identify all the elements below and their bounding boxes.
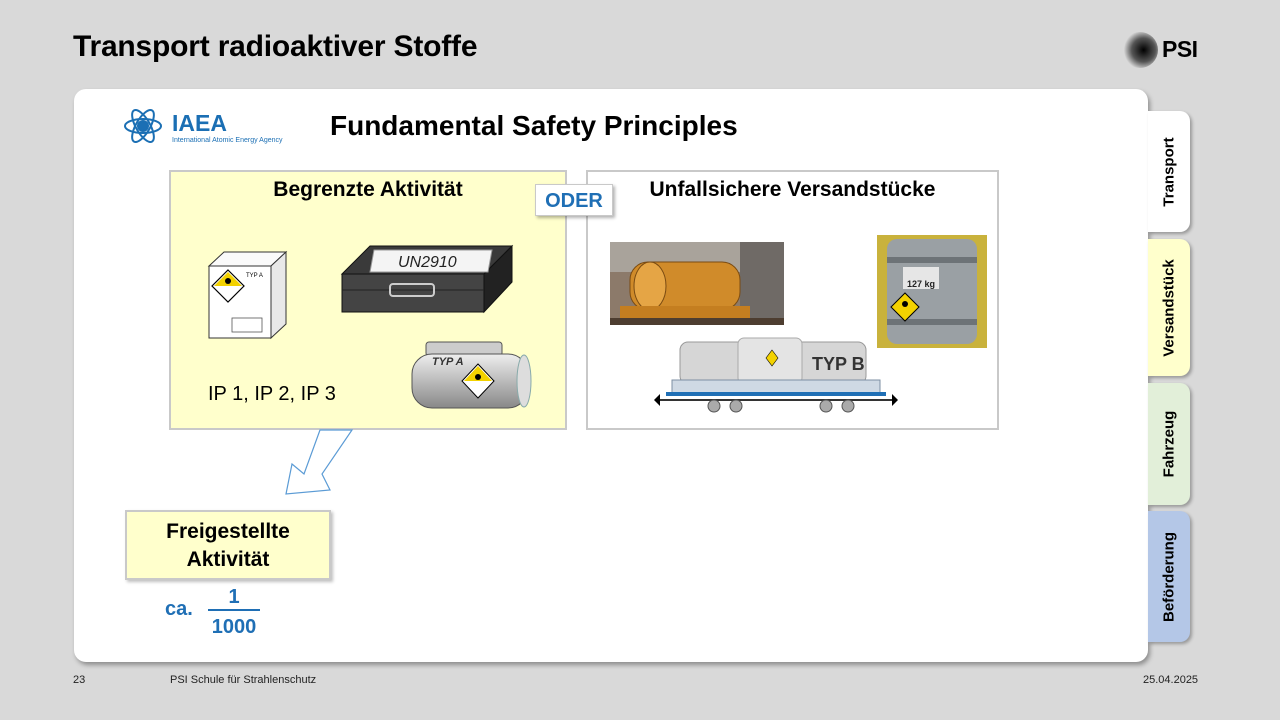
fraction-bar <box>208 609 260 611</box>
psi-logo <box>1112 30 1212 70</box>
slide-title: Transport radioaktiver Stoffe <box>73 30 478 63</box>
un2910-case-illustration <box>340 242 514 316</box>
tab-transport-label: Transport <box>1160 136 1178 207</box>
tab-versandstueck[interactable] <box>1148 239 1190 376</box>
footer-date: 25.04.2025 <box>1143 674 1199 686</box>
oder-label: ODER <box>535 184 613 216</box>
barrel-weight-label: 127 kg <box>907 279 936 289</box>
iaea-abbr: IAEA <box>172 110 227 136</box>
limited-activity-title: Begrenzte Aktivität <box>273 178 463 201</box>
typ-a-box-label: TYP A <box>246 273 263 279</box>
tab-fahrzeug[interactable] <box>1148 383 1190 505</box>
tab-transport[interactable] <box>1148 111 1190 232</box>
cask-photo <box>610 242 784 325</box>
typ-a-box-illustration <box>206 250 288 340</box>
fraction-numerator: 1 <box>228 586 240 608</box>
typ-b-label: TYP B <box>812 354 865 374</box>
typ-a-drum-label: TYP A <box>432 356 464 368</box>
arrow-down-left-icon <box>282 428 358 498</box>
psi-logo-text: PSI <box>1162 36 1198 62</box>
exempt-activity-line1: Freigestellte <box>166 520 290 543</box>
fraction <box>208 585 260 639</box>
page-number: 23 <box>73 674 86 686</box>
tab-versandstueck-label: Versandstück <box>1160 258 1178 357</box>
typ-a-drum-illustration <box>406 338 536 412</box>
footer-school: PSI Schule für Strahlenschutz <box>170 674 317 686</box>
psi-swirl-icon <box>1112 30 1160 70</box>
iaea-full-name: International Atomic Energy Agency <box>172 137 283 144</box>
ca-label: ca. <box>165 598 193 620</box>
un2910-label: UN2910 <box>398 254 457 271</box>
ip-classes-label: IP 1, IP 2, IP 3 <box>208 383 336 405</box>
iaea-logo <box>120 105 300 149</box>
exempt-activity-line2: Aktivität <box>186 548 270 571</box>
exempt-activity-box <box>125 510 331 580</box>
fraction-denominator: 1000 <box>211 616 257 638</box>
barrel-photo <box>877 235 987 348</box>
iaea-emblem-icon <box>120 105 166 147</box>
tab-fahrzeug-label: Fahrzeug <box>1160 410 1178 478</box>
accident-proof-title: Unfallsichere Versandstücke <box>649 178 936 201</box>
tab-befoerderung-label: Beförderung <box>1160 531 1178 622</box>
tab-befoerderung[interactable] <box>1148 511 1190 642</box>
main-heading: Fundamental Safety Principles <box>330 110 738 141</box>
typ-b-wagon-illustration <box>652 336 900 416</box>
